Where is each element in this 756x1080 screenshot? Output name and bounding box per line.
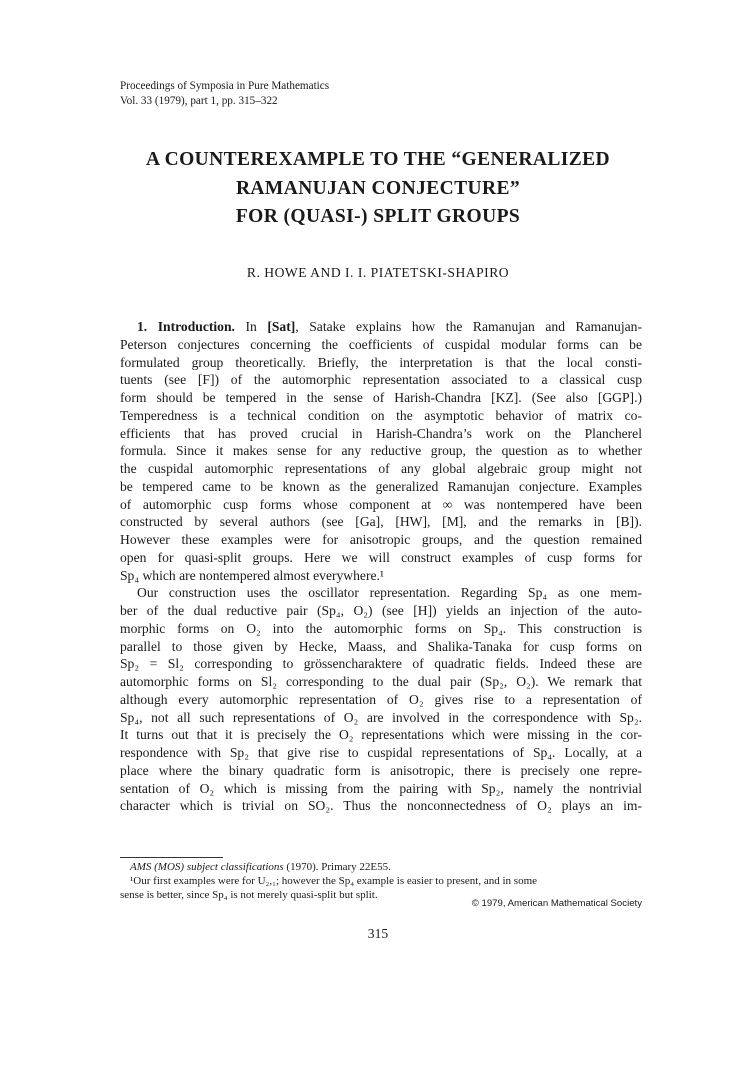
text-line: although every automorphic representation of O₂ gives rise to a representation of (120, 691, 642, 707)
text-line: parallel to those given by Hecke, Maass, and Shalika-Tanaka for cusp forms on (120, 638, 642, 654)
text-line: Our construction uses the oscillator representation. Regarding Sp₄ as one mem- (137, 585, 642, 601)
paper-title (118, 146, 638, 232)
footnote-1-line-1: ¹Our first examples were for U₂,₁; however the Sp₄ example is easier to present, and in some (130, 875, 538, 887)
text-line: It turns out that it is precisely the O₂ representations which were missing in the cor- (120, 727, 642, 743)
text-line: of automorphic cusp forms whose component at ∞ was nontempered have been (120, 496, 642, 512)
ams-rest: (1970). Primary 22E55. (283, 861, 391, 873)
text-line: Peterson conjectures concerning the coefficients of cuspidal modular forms can be (120, 336, 642, 352)
text-line: Sp₄, not all such representations of O₂ are involved in the correspondence with Sp₂. (120, 709, 642, 725)
text-line: automorphic forms on Sl₂ corresponding to the dual pair (Sp₂, O₂). We remark that (120, 674, 642, 689)
footnotes (120, 860, 642, 902)
text-line: ber of the dual reductive pair (Sp₄, O₂) (see [H]) yields an injection of the auto- (120, 603, 642, 618)
text-line: respondence with Sp₂ that give rise to cuspidal representations of Sp₄. Locally, at a (120, 745, 642, 760)
text-line: formula. Since it makes sense for any reductive group, the question as to whether (120, 443, 642, 459)
footnote-1-line-2: sense is better, since Sp₄ is not merely quasi-split but split. (120, 889, 378, 901)
text-line: place where the binary quadratic form is anisotropic, there is precisely one repre- (120, 762, 642, 778)
text-line: efficients that has proved crucial in Harish-Chandra’s work on the Plancherel (120, 425, 642, 441)
volume-line: Vol. 33 (1979), part 1, pp. 315–322 (120, 94, 278, 107)
proceedings-line: Proceedings of Symposia in Pure Mathematics (120, 80, 330, 92)
text-line: sentation of O₂ which is missing from the pairing with Sp₂, namely the nontrivial (120, 780, 642, 796)
text-line: However these examples were for anisotropic groups, and the question remained (120, 532, 642, 547)
authors: R. HOWE AND I. I. PIATETSKI-SHAPIRO (246, 265, 510, 280)
text-line: form should be tempered in the sense of Harish-Chandra [KZ]. (See also [GGP].) (120, 390, 642, 405)
title-line-1: A COUNTEREXAMPLE TO THE “GENERALIZED (145, 149, 611, 170)
title-line-3: FOR (QUASI-) SPLIT GROUPS (235, 206, 521, 227)
text-line: formulated group theoretically. Briefly, the interpretation is that the local consti- (120, 354, 642, 370)
text-line: 1. Introduction. In [Sat], Satake explains how the Ramanujan and Ramanujan- (137, 319, 642, 334)
title-line-2: RAMANUJAN CONJECTURE” (235, 177, 521, 199)
text-line: be tempered came to be known as the generalized Ramanujan conjecture. Examples (120, 478, 642, 494)
text-line: tuents (see [F]) of the automorphic representation associated to a classical cusp (120, 372, 642, 388)
copyright-notice: © 1979, American Mathematical Society (471, 898, 642, 909)
text-line: open for quasi-split groups. Here we will construct examples of cusp forms for (120, 549, 642, 565)
text-line: morphic forms on O₂ into the automorphic forms on Sp₄. This construction is (120, 620, 642, 636)
text-line: constructed by several authors (see [Ga], [HW], [M], and the remarks in [B]). (120, 514, 642, 530)
footnote-divider (120, 857, 223, 858)
text-line: Sp₄ which are nontempered almost everywhere.¹ (120, 567, 384, 583)
ams-label: AMS (MOS) subject classifications (130, 861, 284, 873)
publication-header (120, 79, 329, 108)
text-line: Sp₂ = Sl₂ corresponding to grössencharaktere of quadratic fields. Indeed these are (120, 656, 642, 672)
ams-classification (130, 860, 642, 874)
text-line: Temperedness is a technical condition on the asymptotic behavior of matrix co- (120, 407, 642, 423)
page-number: 315 (367, 926, 389, 941)
body-text (120, 318, 642, 815)
text-line: the cuspidal automorphic representations of any global algebraic group might not (120, 461, 642, 476)
text-line: character which is trivial on SO₂. Thus the nonconnectedness of O₂ plays an im- (120, 798, 642, 814)
